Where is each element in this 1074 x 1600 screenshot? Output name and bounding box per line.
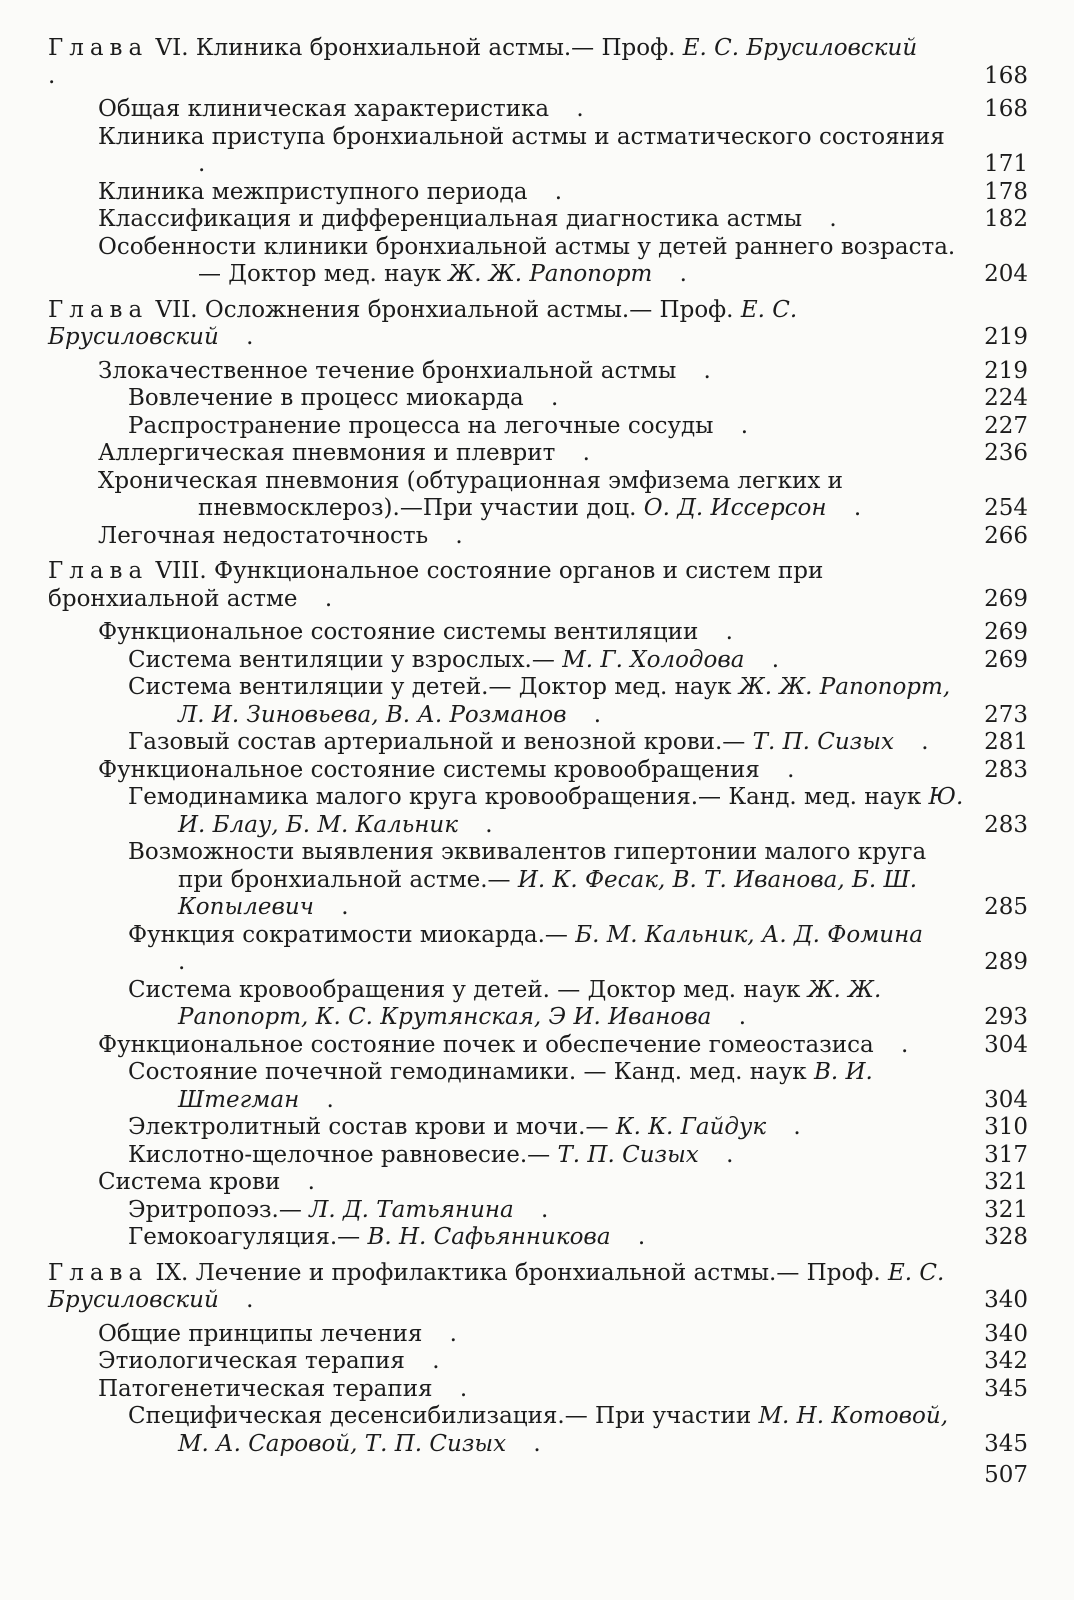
toc-entry (48, 358, 1028, 386)
toc-entry-title (48, 96, 1028, 124)
toc-title-text: Гемокоагуляция.— (128, 1224, 368, 1250)
toc-title-text: Распространение процесса на легочные сосуды (128, 412, 714, 439)
toc-author: Ж. Ж. Рапопорт, К. С. Крутянская, Э И. Иванова (178, 976, 882, 1030)
toc-entry (48, 757, 1028, 785)
toc-entry-title (48, 1114, 1028, 1142)
toc-author: Ю. И. Блау, Б. М. Кальник (178, 784, 964, 838)
leader-dots: . (527, 178, 583, 205)
leader-dots: . (506, 1430, 561, 1457)
toc-page-number: 345 (984, 1375, 1028, 1402)
toc-page-number: 227 (984, 412, 1028, 439)
toc-entry-title (48, 179, 1028, 207)
toc-title-text: Этиологическая терапия (98, 1348, 405, 1374)
toc-chapter-entry (48, 35, 1028, 90)
toc-page-number: 219 (984, 324, 1028, 350)
leader-dots: . (555, 440, 610, 466)
chapter-lead: Глава (48, 1259, 149, 1286)
toc-entry (48, 96, 1028, 124)
leader-dots: . (744, 646, 800, 673)
toc-page-number: 342 (984, 1348, 1028, 1374)
toc-author: В. И. Штегман (178, 1059, 873, 1113)
toc-entry-title (48, 1059, 1028, 1114)
toc-entry-title (48, 1032, 1028, 1060)
toc-entry-title (48, 558, 1028, 613)
chapter-lead: Глава (48, 35, 149, 61)
toc-title-text: Особенности клиники бронхиальной астмы у детей раннего возраста.— Доктор мед. наук (98, 233, 956, 287)
leader-dots: . (513, 1196, 569, 1223)
toc-title-text: Специфическая десенсибилизация.— При участии (128, 1403, 759, 1429)
toc-title-text: Клиника межприступного периода (98, 178, 528, 205)
toc-title-text: Хроническая пневмония (обтурационная эмфизема легких и пневмосклероз).—При участии доц. (98, 467, 843, 521)
toc-entry-title (48, 234, 1028, 289)
toc-title-text: VIII. Функциональное состояние органов и систем при бронхиальной астме (48, 558, 824, 612)
toc-entry-title (48, 1197, 1028, 1225)
toc-entry-title (48, 1348, 1028, 1376)
toc-author: Л. Д. Татьянина (309, 1196, 514, 1223)
leader-dots: . (404, 1348, 460, 1374)
toc-title-text: Состояние почечной гемодинамики. — Канд. мед. наук (128, 1059, 814, 1085)
toc-author: Т. П. Сизых (752, 729, 894, 755)
leader-dots: . (549, 96, 604, 122)
toc-page-number: 340 (984, 1287, 1028, 1313)
leader-dots: . (610, 1224, 666, 1250)
toc-entry (48, 385, 1028, 413)
toc-page-number: 328 (984, 1224, 1028, 1250)
toc-page-number: 304 (984, 1086, 1028, 1113)
toc-entry-title (48, 35, 1028, 90)
toc-title-text: Общая клиническая характеристика (98, 96, 550, 122)
toc-title-text: Злокачественное течение бронхиальной астмы (98, 357, 677, 384)
toc-title-text: Функциональное состояние почек и обеспечение гомеостазиса (98, 1031, 874, 1058)
leader-dots: . (676, 357, 731, 384)
leader-dots: . (566, 701, 622, 728)
toc-entry-title (48, 440, 1028, 468)
toc-author: И. К. Фесак, В. Т. Иванова, Б. Ш. Копылевич (178, 866, 918, 920)
chapter-lead: Глава (48, 558, 149, 584)
toc-entry (48, 1348, 1028, 1376)
leader-dots: . (428, 522, 483, 549)
toc-entry-title (48, 413, 1028, 441)
toc-entry (48, 1321, 1028, 1349)
toc-entry (48, 1376, 1028, 1404)
toc-page-number: 269 (984, 646, 1028, 673)
leader-dots: . (713, 412, 769, 439)
toc-page-number: 317 (984, 1141, 1028, 1168)
toc-title-text: Вовлечение в процесс миокарда (128, 385, 524, 411)
toc-entry (48, 1032, 1028, 1060)
toc-title-text: Гемодинамика малого круга кровообращения.— Канд. мед. наук (128, 784, 929, 810)
toc-title-text: Система крови (98, 1169, 281, 1195)
toc-title-text: Функциональное состояние системы кровообращения (98, 756, 760, 783)
toc-entry-title (48, 1260, 1028, 1315)
toc-page-number: 321 (984, 1169, 1028, 1195)
toc-entry (48, 1224, 1028, 1252)
toc-page-number: 269 (984, 585, 1028, 612)
toc-entry-title (48, 523, 1028, 551)
toc-entry (48, 440, 1028, 468)
toc-entry-title (48, 1376, 1028, 1404)
leader-dots: . (457, 811, 513, 838)
toc-page-number: 289 (984, 949, 1028, 975)
leader-dots: . (652, 261, 707, 287)
leader-dots: . (893, 729, 949, 755)
toc-title-text: Общие принципы лечения (98, 1320, 423, 1347)
toc-entry-title (48, 839, 1028, 922)
toc-entry (48, 839, 1028, 922)
toc-entry-title (48, 619, 1028, 647)
toc-page-number: 321 (984, 1196, 1028, 1223)
toc-author: Е. С. Брусиловский (48, 296, 798, 350)
leader-dots: . (218, 1287, 274, 1313)
toc-chapter-entry (48, 1260, 1028, 1315)
toc-entry (48, 1114, 1028, 1142)
leader-dots: . (802, 206, 857, 232)
toc-author: Ж. Ж. Рапопорт (448, 261, 653, 287)
toc-author: О. Д. Иссерсон (643, 495, 827, 521)
toc-page-number: 182 (984, 206, 1028, 232)
toc-entry (48, 1142, 1028, 1170)
toc-title-text: Электролитный состав крови и мочи.— (128, 1114, 616, 1140)
toc-title-text: Патогенетическая терапия (98, 1375, 433, 1402)
toc-title-text: Аллергическая пневмония и плеврит (98, 440, 556, 466)
toc-entry-title (48, 977, 1028, 1032)
toc-page-number: 254 (984, 495, 1028, 521)
toc-page-number: 310 (984, 1114, 1028, 1140)
toc-entry (48, 1059, 1028, 1114)
toc-page-number: 236 (984, 440, 1028, 466)
toc-entry-title (48, 206, 1028, 234)
toc-entry (48, 179, 1028, 207)
toc-entry-title (48, 1142, 1028, 1170)
toc-entry-title (48, 1321, 1028, 1349)
leader-dots: . (698, 1141, 754, 1168)
toc-page-number: 281 (984, 729, 1028, 755)
toc-page-number: 345 (984, 1430, 1028, 1457)
page-number: 507 (984, 1462, 1028, 1488)
toc-title-text: Эритропоэз.— (128, 1196, 310, 1223)
toc-author: Е. С. Брусиловский (48, 1259, 945, 1313)
toc-entry-title (48, 1224, 1028, 1252)
toc-entry (48, 784, 1028, 839)
toc-entry (48, 413, 1028, 441)
toc-entry (48, 1403, 1028, 1458)
toc-title-text: Клиника приступа бронхиальной астмы и астматического состояния (98, 123, 945, 150)
leader-dots: . (759, 756, 815, 783)
toc-entry-title (48, 784, 1028, 839)
toc-title-text: Функция сократимости миокарда.— (128, 921, 576, 948)
toc-entry (48, 922, 1028, 977)
toc-page-number: 304 (984, 1031, 1028, 1058)
toc-page-number: 293 (984, 1004, 1028, 1030)
toc-page-number: 266 (984, 522, 1028, 549)
leader-dots: . (826, 495, 882, 521)
toc-title-text: Система вентиляции у взрослых.— (128, 646, 563, 673)
toc-title-text: Функциональное состояние системы вентиляции (98, 619, 699, 645)
toc-page-number: 204 (984, 261, 1028, 287)
toc-entry (48, 523, 1028, 551)
leader-dots: . (698, 619, 753, 645)
toc-author: К. К. Гайдук (615, 1114, 767, 1140)
toc-entry-title (48, 385, 1028, 413)
toc-entry-title (48, 674, 1028, 729)
toc-page-number: 273 (984, 701, 1028, 728)
toc-author: М. Г. Холодова (562, 646, 745, 673)
toc-entry-title (48, 1169, 1028, 1197)
leader-dots: . (422, 1320, 477, 1347)
toc-entry (48, 647, 1028, 675)
toc-page-number: 285 (984, 894, 1028, 920)
leader-dots: . (299, 1086, 354, 1113)
toc-title-text: Классификация и дифференциальная диагностика астмы (98, 206, 803, 232)
toc-entry (48, 1169, 1028, 1197)
toc-title-text: IX. Лечение и профилактика бронхиальной астмы.— Проф. (148, 1259, 888, 1286)
toc-entry-title (48, 358, 1028, 386)
leader-dots: . (198, 151, 226, 177)
toc-page-number: 178 (984, 178, 1028, 205)
leader-dots: . (873, 1031, 929, 1058)
toc-author: В. Н. Сафьянникова (367, 1224, 611, 1250)
toc-entry (48, 729, 1028, 757)
toc-title-text: VII. Осложнения бронхиальной астмы.— Проф. (148, 296, 741, 323)
leader-dots: . (432, 1375, 488, 1402)
toc-page-number: 283 (984, 811, 1028, 838)
toc-entry (48, 234, 1028, 289)
leader-dots: . (178, 949, 206, 975)
toc-page-number: 168 (984, 62, 1028, 89)
toc-page-number: 171 (984, 151, 1028, 177)
toc-page-number: 168 (984, 96, 1028, 122)
toc-entry-title (48, 468, 1028, 523)
toc-entry-title (48, 757, 1028, 785)
toc-page-number: 224 (984, 385, 1028, 411)
toc-title-text: Кислотно-щелочное равновесие.— (128, 1141, 558, 1168)
toc-entry (48, 1197, 1028, 1225)
toc-entry-title (48, 729, 1028, 757)
toc-entry-title (48, 124, 1028, 179)
leader-dots: . (313, 894, 369, 920)
toc-page-number: 340 (984, 1320, 1028, 1347)
toc-page-number: 269 (984, 619, 1028, 645)
toc-author: Е. С. Брусиловский (682, 35, 918, 61)
leader-dots: . (711, 1004, 767, 1030)
toc-entry (48, 619, 1028, 647)
toc-entry (48, 124, 1028, 179)
toc-entry (48, 674, 1028, 729)
leader-dots: . (48, 62, 76, 89)
toc-chapter-entry (48, 297, 1028, 352)
toc-entry (48, 977, 1028, 1032)
toc-title-text: VI. Клиника бронхиальной астмы.— Проф. (148, 35, 683, 61)
toc-entry-title (48, 1403, 1028, 1458)
toc-author: М. Н. Котовой, М. А. Саровой, Т. П. Сизых (178, 1403, 948, 1457)
toc-page-number: 219 (984, 357, 1028, 384)
toc-entry-title (48, 922, 1028, 977)
leader-dots: . (218, 324, 274, 350)
toc-author: Б. М. Кальник, А. Д. Фомина (575, 921, 923, 948)
toc-title-text: Легочная недостаточность (98, 522, 429, 549)
toc-entry (48, 468, 1028, 523)
toc-title-text: Возможности выявления эквивалентов гипертонии малого круга при бронхиальной астме.— (128, 839, 927, 893)
table-of-contents (48, 33, 1028, 1458)
toc-page-number: 283 (984, 756, 1028, 783)
toc-entry-title (48, 647, 1028, 675)
toc-entry-title (48, 297, 1028, 352)
toc-author: Ж. Ж. Рапопорт, Л. И. Зиновьева, В. А. Розманов (178, 674, 951, 728)
toc-title-text: Система кровообращения у детей. — Доктор мед. наук (128, 976, 808, 1003)
toc-author: Т. П. Сизых (557, 1141, 699, 1168)
toc-chapter-entry (48, 558, 1028, 613)
leader-dots: . (280, 1169, 335, 1195)
leader-dots: . (766, 1114, 821, 1140)
leader-dots: . (297, 585, 353, 612)
leader-dots: . (523, 385, 579, 411)
toc-title-text: Система вентиляции у детей.— Доктор мед. наук (128, 674, 739, 700)
toc-title-text: Газовый состав артериальной и венозной крови.— (128, 729, 753, 755)
chapter-lead: Глава (48, 296, 149, 323)
toc-entry (48, 206, 1028, 234)
